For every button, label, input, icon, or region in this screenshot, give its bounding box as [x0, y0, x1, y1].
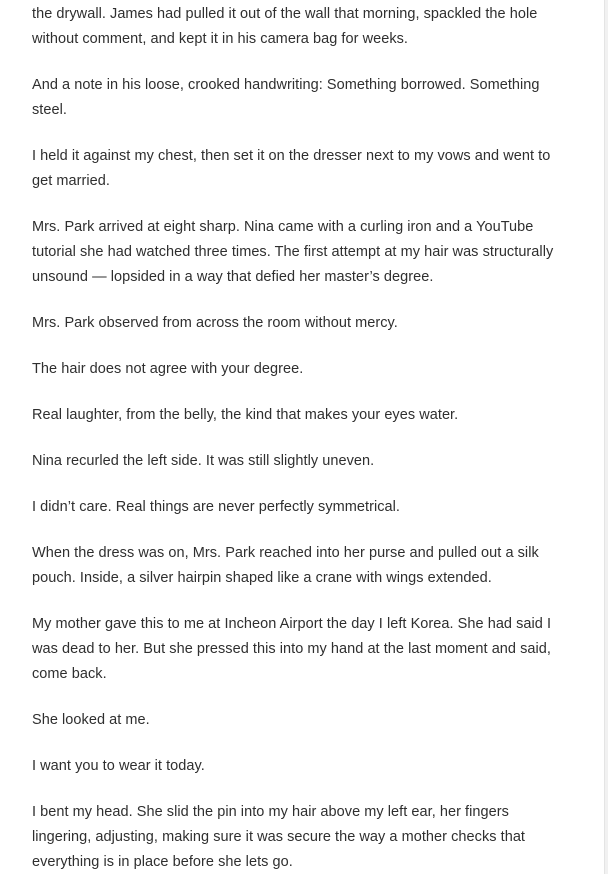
paragraph-recurled: Nina recurled the left side. It was still slightly uneven.	[32, 453, 375, 469]
paragraph-looked: She looked at me.	[32, 712, 150, 728]
paragraph-bent-head: I bent my head. She slid the pin into my hair above my left ear, her fingers lingering, adjusting, making sure it was secure the way a mother checks that everything is in place before she lets go.	[32, 804, 526, 870]
paragraph-mrs-park-arrived: Mrs. Park arrived at eight sharp. Nina came with a curling iron and a YouTube tutorial she had watched three times. The first attempt at my hair was structurally unsound — lopsided in a way that defied her master’s degree.	[32, 219, 554, 285]
paragraph-hair-degree: The hair does not agree with your degree.	[32, 361, 304, 377]
paragraph-drywall: the drywall. James had pulled it out of the wall that morning, spackled the hole without comment, and kept it in his camera bag for weeks.	[32, 6, 538, 47]
paragraph-observed: Mrs. Park observed from across the room without mercy.	[32, 315, 398, 331]
story-text	[32, 2, 572, 874]
paragraph-wear-it: I want you to wear it today.	[32, 758, 205, 774]
window-right-edge	[604, 0, 608, 874]
paragraph-laughter: Real laughter, from the belly, the kind that makes your eyes water.	[32, 407, 459, 423]
paragraph-held-it: I held it against my chest, then set it on the dresser next to my vows and went to get married.	[32, 148, 551, 189]
paragraph-silk-pouch: When the dress was on, Mrs. Park reached into her purse and pulled out a silk pouch. Inside, a silver hairpin shaped like a crane with wings extended.	[32, 545, 539, 586]
paragraph-note: And a note in his loose, crooked handwriting: Something borrowed. Something steel.	[32, 77, 540, 118]
paragraph-didnt-care: I didn’t care. Real things are never perfectly symmetrical.	[32, 499, 401, 515]
paragraph-mother-gave: My mother gave this to me at Incheon Airport the day I left Korea. She had said I was dead to her. But she pressed this into my hand at the last moment and said, come back.	[32, 616, 552, 682]
